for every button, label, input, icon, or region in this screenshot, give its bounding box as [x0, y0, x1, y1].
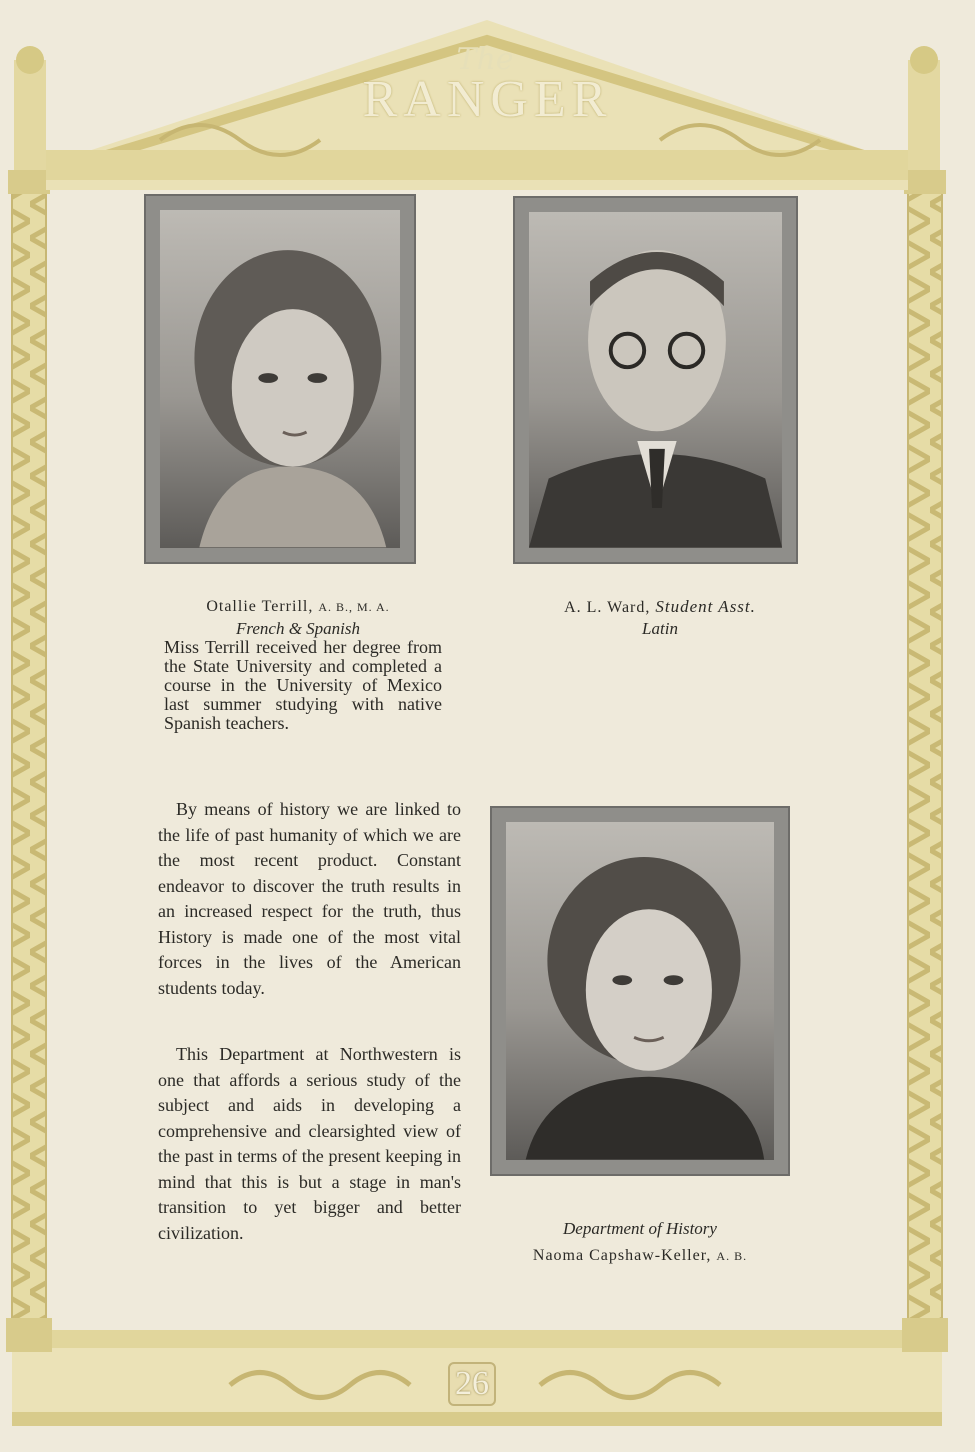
portrait-photo-terrill — [144, 194, 416, 564]
faculty-department: Latin — [642, 619, 678, 638]
faculty-department: Department of History — [563, 1219, 717, 1238]
faculty-name: Naoma Capshaw-Keller, — [532, 1247, 712, 1264]
faculty-name: A. L. Ward, — [564, 599, 651, 616]
portrait-photo-ward — [513, 196, 798, 564]
faculty-degrees: A. B., M. A. — [318, 600, 390, 614]
history-paragraph-1 — [158, 797, 461, 1001]
paragraph-text: This Department at Northwestern is one that affords a serious study of the subject and aids in developing a comprehensive and clearsighted view of the past in terms of the present keeping in mind that this is but a stage in man's transition to yet bigger and better civilization. — [158, 1044, 461, 1243]
page-title: RANGER — [362, 71, 613, 128]
portrait-woman-icon — [506, 822, 774, 1160]
portrait-woman-icon — [160, 210, 400, 548]
portrait-photo-capshaw-keller — [490, 806, 790, 1176]
caption-ward — [515, 596, 805, 639]
faculty-department: French & Spanish — [235, 619, 361, 638]
faculty-name: Otallie Terrill, — [206, 598, 314, 615]
faculty-bio: Miss Terrill received her degree from the State University and completed a course in the University of Mexico last summer studying with native Spanish teachers. — [164, 637, 442, 733]
caption-terrill — [148, 596, 448, 639]
portrait-man-icon — [529, 212, 782, 548]
paragraph-text: By means of history we are linked to the life of past humanity of which we are the most recent product. Constant endeavor to discover the truth results in an increased respect for the truth, thus History is made one of the most vital forces in the lives of the American students today. — [158, 799, 461, 998]
page-number: 26 — [448, 1362, 496, 1406]
faculty-degrees: A. B. — [716, 1249, 748, 1263]
history-paragraph-2 — [158, 1042, 461, 1246]
header-the: The — [456, 42, 514, 77]
caption-capshaw-keller — [490, 1218, 790, 1267]
faculty-title: Student Asst. — [655, 597, 756, 616]
